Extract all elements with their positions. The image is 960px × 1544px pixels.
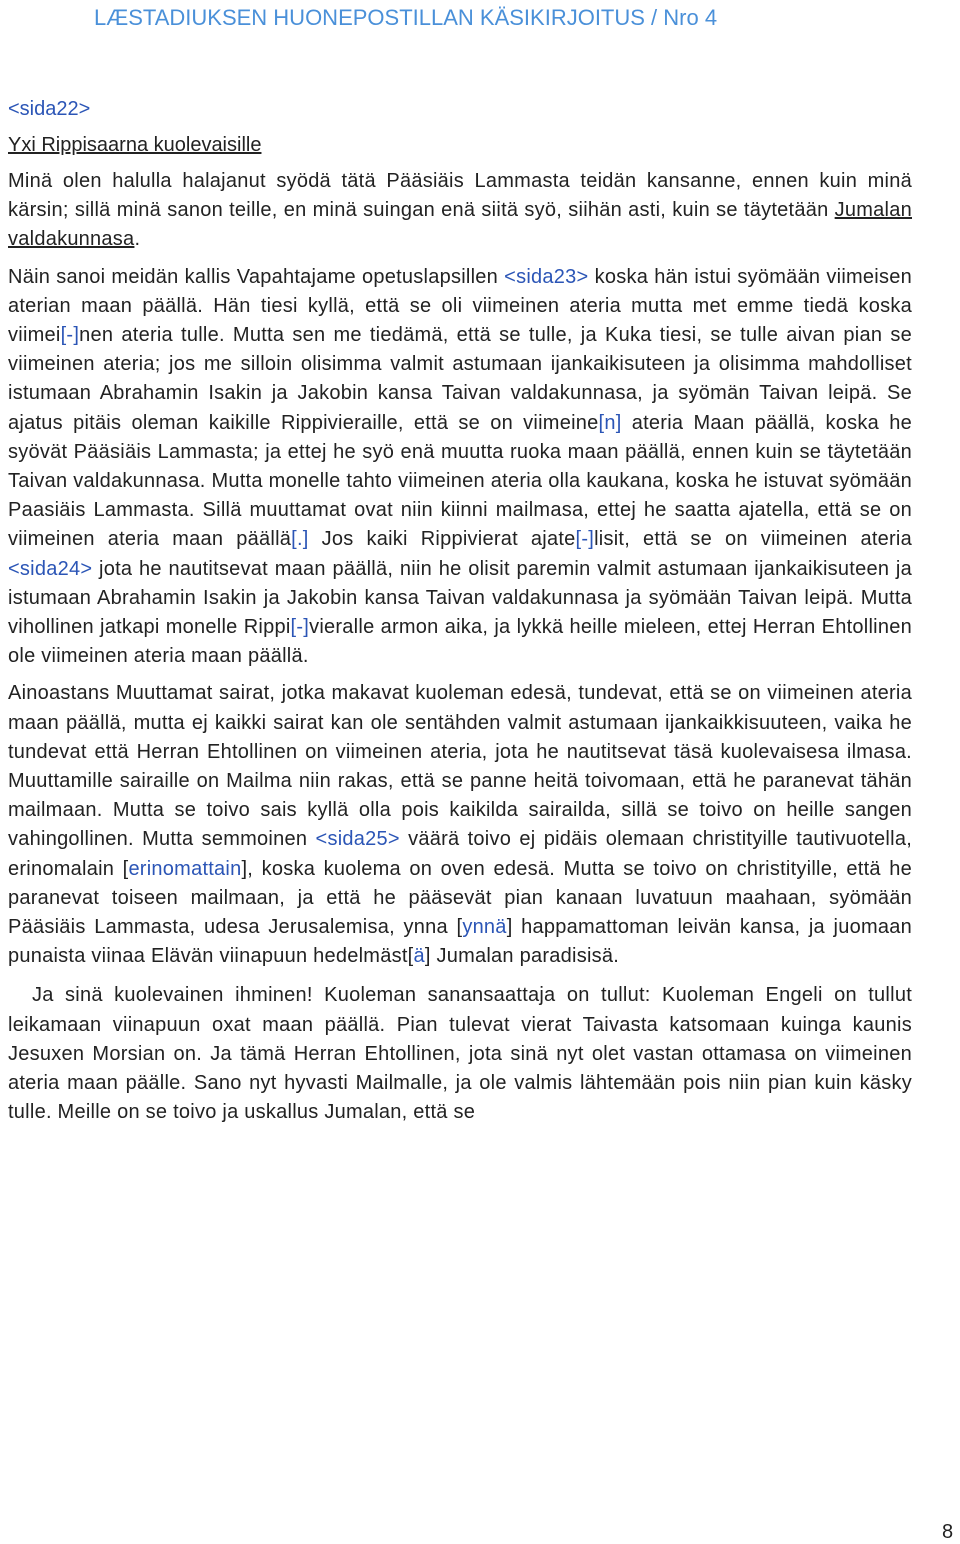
paragraph-1-text: Minä olen halulla halajanut syödä tätä Pääsiäis Lammasta teidän kansanne, ennen kuin minä kärsin; sillä minä sanon teille, en minä suingan enä siitä syö, siihän asti, kuin se täytetään <box>8 170 912 222</box>
underlined-phrase: Jumalan valdakunnasa <box>8 199 912 251</box>
editorial-bracket: [.] <box>291 528 309 551</box>
paragraph-4 <box>8 981 912 1127</box>
editorial-correction: ynnä <box>462 916 507 939</box>
running-header: LÆSTADIUKSEN HUONEPOSTILLAN KÄSIKIRJOITUS / Nro 4 <box>94 5 718 30</box>
paragraph-2-text-6: lisit, että se on viimeinen ateria <box>594 528 912 551</box>
paragraph-3-text-3: ], koska kuolema on oven edesä. Mutta se toivo on christityille, että he paranevat toiseen mailmaan, ja että he pääsevät pian kanaan luvatuun maahaan, syömään Pääsiäis Lammasta, udesa Jerusalemisa, ynna [ <box>8 857 912 939</box>
page-marker-25: <sida25> <box>315 828 400 851</box>
editorial-correction: ä <box>413 945 425 968</box>
paragraph-2-text-4: ateria Maan päällä, koska he syövät Pääsiäis Lammasta; ja ettej he syö enä muutta ruoka maan päällä, ennen kuin se täytetään Taivan valdakunnasa. Mutta monelle tahto viimeinen ateria olla kaukana, koska he istuvat syömään Paasiäis Lammasta. Sillä muuttamat ovat niin kiinni mailmasa, ettej he saatta ajatella, että se on viimeinen ateria maan päällä <box>8 411 912 551</box>
paragraph-3-text-4: ] happamattoman leivän kansa, ja juomaan punaista viinaa Elävän viinapuun hedelmäst[ <box>8 916 912 968</box>
paragraph-2 <box>8 263 912 672</box>
editorial-bracket: [-] <box>290 616 310 639</box>
paragraph-2-text-7: jota he nautitsevat maan päällä, niin he olisit paremin valmit astumaan ijankaikisuteen ja istumaan Abrahamin Isakin ja Jakobin kansa Taivan valdakunnasa ja syömään Taivan leipä. Mutta vihollinen jatkapi monelle Rippi <box>8 557 912 639</box>
editorial-bracket: [n] <box>598 411 622 434</box>
sermon-title: Yxi Rippisaarna kuolevaisille <box>8 134 262 156</box>
editorial-correction: erinomattain <box>128 857 242 880</box>
paragraph-2-text-3: nen ateria tulle. Mutta sen me tiedämä, että se tulle, ja Kuka tiesi, se tulle aivan pian se viimeinen ateria; jos me silloin olisimma valmit astumaan ijankaikisuteen ja olisimma mahdolliset istumaan Abrahamin Isakin ja Jakobin kansa Taivan valdakunnasa, ja syömän Taivan leipä. Se ajatus pitäis oleman kaikille Rippivieraille, että se on viimeine <box>8 324 912 434</box>
page-marker-23: <sida23> <box>504 265 589 288</box>
paragraph-3-text-5: ] Jumalan paradisisä. <box>424 945 620 968</box>
paragraph-2-text-8: vieralle armon aika, ja lykkä heille mieleen, ettej Herran Ehtollinen ole viimeinen ateria maan päällä. <box>8 616 912 668</box>
page-marker-24: <sida24> <box>8 557 93 580</box>
paragraph-1 <box>8 167 912 255</box>
paragraph-3-text-2: väärä toivo ej pidäis olemaan christityille tautivuotella, erinomalain [ <box>8 828 913 880</box>
paragraph-2-text-5: Jos kaiki Rippivierat ajate <box>308 528 576 551</box>
editorial-bracket: [-] <box>60 324 80 347</box>
paragraph-1-end: . <box>134 228 141 251</box>
paragraph-2-text-2: koska hän istui syömään viimeisen aterian maan päällä. Hän tiesi kyllä, että se oli viimeinen ateria mutta met emme tiedä koska viimei <box>8 265 912 347</box>
paragraph-2-text-1: Näin sanoi meidän kallis Vapahtajame opetuslapsillen <box>8 265 505 288</box>
document-body <box>8 94 912 1128</box>
page-number: 8 <box>942 1521 954 1543</box>
editorial-bracket: [-] <box>575 528 595 551</box>
page-marker: <sida22> <box>8 98 91 120</box>
paragraph-3-text-1: Ainoastans Muuttamat sairat, jotka makavat kuoleman edesä, tundevat, että se on viimeinen ateria maan päällä, mutta ej kaikki sairat kan ole sentähden valmit astumaan ijankaikkisuuteen, vaika he tundevat että Herran Ehtollinen on viimeinen ateria, jota he nautitsevat täsä kuolevaisesa ilmasa. Muuttamille sairaille on Mailma niin rakas, että se panne heitä toivomaan, että he paranevat tähän mailmaan. Mutta se toivo sais kyllä olla pois kaikilda sairailda, sillä se toivo on heille sangen vahingollinen. Mutta semmoinen <box>8 682 912 851</box>
paragraph-3 <box>8 679 912 971</box>
paragraph-4-text: Ja sinä kuolevainen ihminen! Kuoleman sanansaattaja on tullut: Kuoleman Engeli on tullut leikamaan viinapuun oxat maan päällä. Pian tulevat vierat Taivasta katsomaan kuinga kaunis Jesuxen Morsian on. Ja tämä Herran Ehtollinen, jota sinä nyt olet vastan ottamasa on viimeinen ateria maan päälle. Sano nyt hyvasti Mailmalle, ja ole valmis lähtemään pois niin pian kuin käsky tulle. Meille on se toivo ja uskallus Jumalan, että se <box>8 984 912 1124</box>
